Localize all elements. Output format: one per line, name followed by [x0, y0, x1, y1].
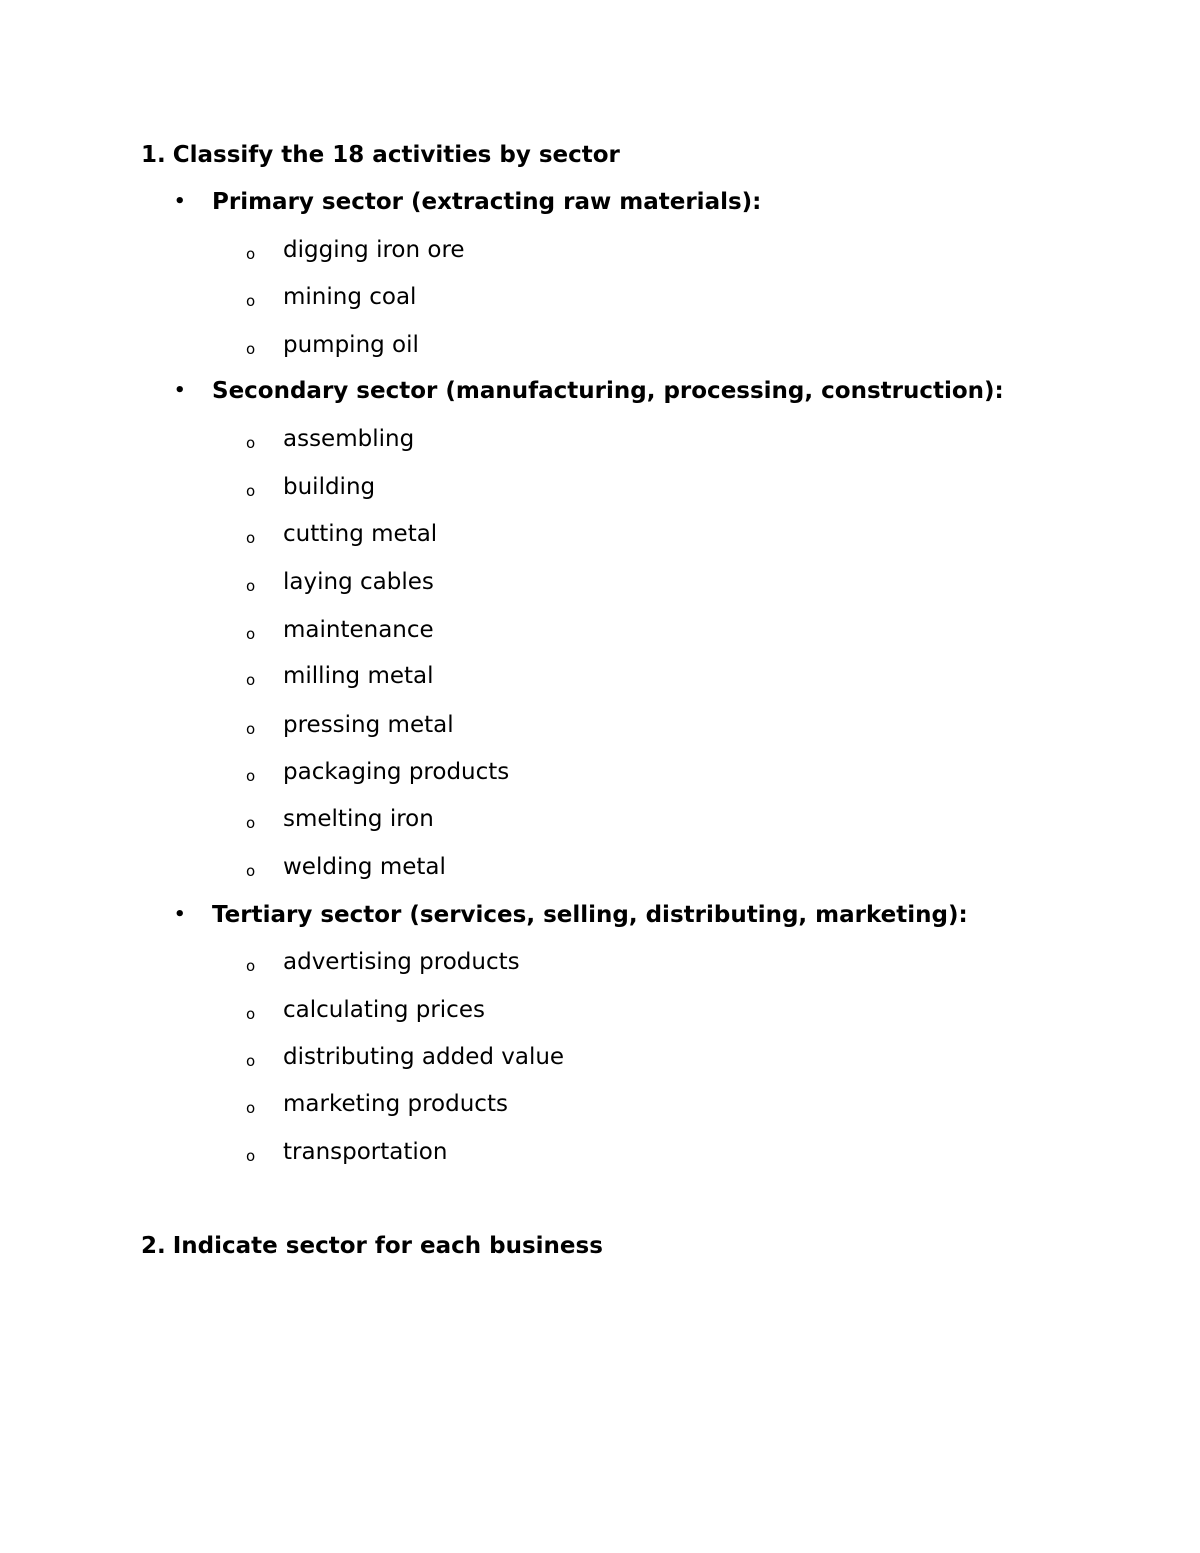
circle-bullet-icon: o	[246, 671, 256, 689]
activity-smelting-iron: smelting iron	[283, 806, 434, 832]
activity-digging-iron-ore: digging iron ore	[283, 237, 465, 263]
circle-bullet-icon: o	[246, 862, 256, 880]
circle-bullet-icon: o	[246, 1052, 256, 1070]
section-1-number: 1.	[141, 142, 166, 168]
activity-pressing-metal: pressing metal	[283, 712, 454, 738]
circle-bullet-icon: o	[246, 625, 256, 643]
activity-cutting-metal: cutting metal	[283, 521, 438, 547]
section-1-title: Classify the 18 activities by sector	[172, 142, 620, 168]
activity-transportation: transportation	[283, 1139, 448, 1165]
activity-distributing-added-value: distributing added value	[283, 1044, 565, 1070]
activity-packaging-products: packaging products	[283, 759, 510, 785]
activity-calculating-prices: calculating prices	[283, 997, 485, 1023]
primary-sector-label: Primary sector (extracting raw materials):	[212, 189, 762, 215]
circle-bullet-icon: o	[246, 1147, 256, 1165]
activity-maintenance: maintenance	[283, 617, 434, 643]
activity-welding-metal: welding metal	[283, 854, 446, 880]
activity-pumping-oil: pumping oil	[283, 332, 419, 358]
activity-building: building	[283, 474, 376, 500]
section-2-title: Indicate sector for each business	[172, 1233, 603, 1259]
activity-marketing-products: marketing products	[283, 1091, 508, 1117]
circle-bullet-icon: o	[246, 292, 256, 310]
circle-bullet-icon: o	[246, 1005, 256, 1023]
bullet-icon: •	[174, 191, 186, 212]
circle-bullet-icon: o	[246, 1099, 256, 1117]
section-2-heading	[141, 1232, 603, 1260]
circle-bullet-icon: o	[246, 720, 256, 738]
activity-milling-metal: milling metal	[283, 663, 434, 689]
tertiary-sector-label: Tertiary sector (services, selling, distributing, marketing):	[212, 902, 968, 928]
circle-bullet-icon: o	[246, 957, 256, 975]
section-2-number: 2.	[141, 1233, 166, 1259]
activity-laying-cables: laying cables	[283, 569, 434, 595]
activity-advertising-products: advertising products	[283, 949, 520, 975]
circle-bullet-icon: o	[246, 577, 256, 595]
section-1-heading	[141, 141, 620, 169]
circle-bullet-icon: o	[246, 814, 256, 832]
circle-bullet-icon: o	[246, 434, 256, 452]
circle-bullet-icon: o	[246, 340, 256, 358]
bullet-icon: •	[174, 380, 186, 401]
circle-bullet-icon: o	[246, 245, 256, 263]
circle-bullet-icon: o	[246, 767, 256, 785]
circle-bullet-icon: o	[246, 529, 256, 547]
activity-assembling: assembling	[283, 426, 415, 452]
activity-mining-coal: mining coal	[283, 284, 417, 310]
bullet-icon: •	[174, 904, 186, 925]
circle-bullet-icon: o	[246, 482, 256, 500]
secondary-sector-label: Secondary sector (manufacturing, processing, construction):	[212, 378, 1004, 404]
